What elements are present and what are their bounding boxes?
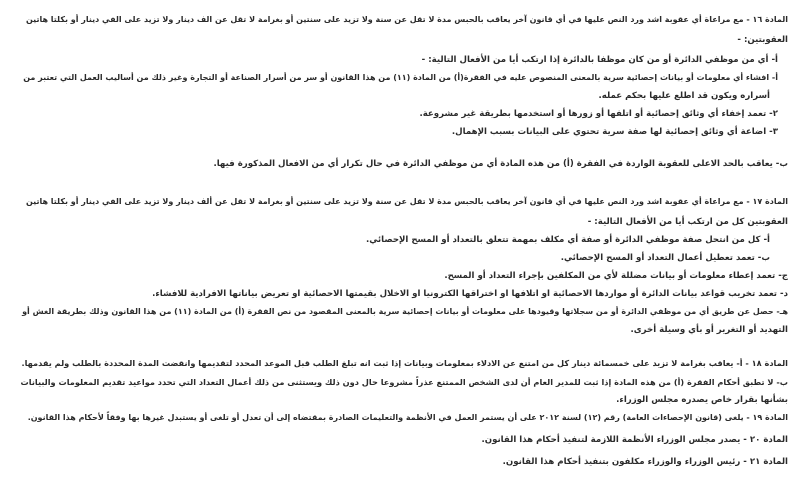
article-17-item-c: ج- تعمد إعطاء معلومات أو بيانات مضللة لأي من المكلفين بإجراء التعداد أو المسح. xyxy=(444,271,788,281)
article-16-line-1: المادة ١٦ - مع مراعاة أي عقوبة اشد ورد النص عليها في أي قانون آخر يعاقب بالحبس مدة لا تقل عن سنة ولا تزيد على سنتين أو بغرامة لا تقل عن الف دينار ولا تزيد على الفي دينار أو بكلتا هاتين xyxy=(25,15,788,24)
article-17-item-e-line-2: التهديد أو التغرير أو بأي وسيلة أخرى. xyxy=(630,325,788,335)
article-20: المادة ٢٠ - يصدر مجلس الوزراء الأنظمة اللازمة لتنفيذ أحكام هذا القانون. xyxy=(481,435,788,445)
article-16-item-1-line-2: أسراره ويكون قد اطلع عليها بحكم عمله. xyxy=(598,91,770,101)
article-16-item-1-line-1: أ- افشاء أي معلومات أو بيانات إحصائية سرية بالمعنى المنصوص عليه في الفقرة(أ) من المادة (١١) من هذا القانون أو سر من أسرار الصناعة أو التجارة وغير ذلك من أساليب العمل التي تعتبر من xyxy=(23,73,778,82)
article-21: المادة ٢١ - رئيس الوزراء والوزراء مكلفون بتنفيذ أحكام هذا القانون. xyxy=(502,457,788,467)
article-16-item-b: ب- يعاقب بالحد الاعلى للعقوبة الواردة في الفقرة (أ) من هذه المادة أي من موظفي الدائرة في حال تكرار أي من الافعال المذكورة فيها. xyxy=(213,159,788,169)
article-19: المادة ١٩ - يلغى (قانون الإحصاءات العامة) رقم (١٢) لسنة ٢٠١٢ على أن يستمر العمل في الأنظمة والتعليمات الصادرة بمقتضاه إلى أن تعدل أو تلغى أو يستبدل غيرها بها وفقاً لأحكام هذا القانون. xyxy=(27,413,788,422)
article-16-item-a: أ- أي من موظفي الدائرة أو من كان موظفا بالدائرة إذا ارتكب أيا من الأفعال التالية: - xyxy=(421,55,778,65)
article-18-item-a: المادة ١٨ - أ- يعاقب بغرامة لا تزيد على خمسمائة دينار كل من امتنع عن الادلاء بمعلومات وبيانات إذا ثبت انه تبلغ الطلب قبل الموعد المحدد لتقديمها وانقضت المدة المحددة بالطلب ولم يقدمها. xyxy=(21,358,788,368)
article-16-line-2: العقوبتين: - xyxy=(737,35,788,45)
article-17-item-e-line-1: هـ- حصل عن طريق أي من موظفي الدائرة أو من سجلاتها وقيودها على معلومات أو بيانات إحصائية سرية بالمعنى المقصود من نص الفقرة (أ) من المادة (١١) من هذا القانون وذلك بطريقة الغش أو xyxy=(22,307,788,316)
article-18-item-b-line-1: ب- لا تطبق أحكام الفقرة (أ) من هذه المادة إذا ثبت للمدير العام أن لدى الشخص الممتنع عذراً مشروعا حال دون ذلك ويستثنى من ذلك أعمال التعداد التي تحدد مواعيد تقديم المعلومات والبيانات xyxy=(20,377,788,387)
article-18-item-b-line-2: بشأنها بقرار خاص يصدره مجلس الوزراء. xyxy=(616,395,788,405)
article-17-line-1: المادة ١٧ - مع مراعاة أي عقوبة اشد ورد النص عليها في أي قانون آخر يعاقب بالحبس مدة لا تقل عن سنة ولا تزيد على سنتين أو بغرامة لا تقل عن ألف دينار ولا تزيد على الفي دينار أو بكلتا هاتين xyxy=(25,197,788,206)
article-16-item-3: ٣- اضاعة أي وثائق إحصائية لها صفة سرية تحتوي على البيانات بسبب الإهمال. xyxy=(451,127,778,137)
article-17-line-2: العقوبتين كل من ارتكب أيا من الأفعال التالية: - xyxy=(587,217,788,227)
article-17-item-b: ب- تعمد تعطيل أعمال التعداد أو المسح الإحصائي. xyxy=(560,253,770,263)
article-17-item-a: أ- كل من انتحل صفة موظفي الدائرة أو صفة أي مكلف بمهمة تتعلق بالتعداد أو المسح الإحصائي. xyxy=(365,235,770,245)
article-16-item-2: ٢- تعمد إخفاء أي وثائق إحصائية أو اتلفها أو زورها أو استخدمها بطريقة غير مشروعة. xyxy=(419,109,778,119)
article-17-item-d: د- تعمد تخريب قواعد بيانات الدائرة أو مواردها الاحصائية او اتلافها او اختراقها الكترونيا او الاخلال بقيمتها الاحصائية او تعريض بياناتها الافرادية للافشاء. xyxy=(152,289,788,299)
